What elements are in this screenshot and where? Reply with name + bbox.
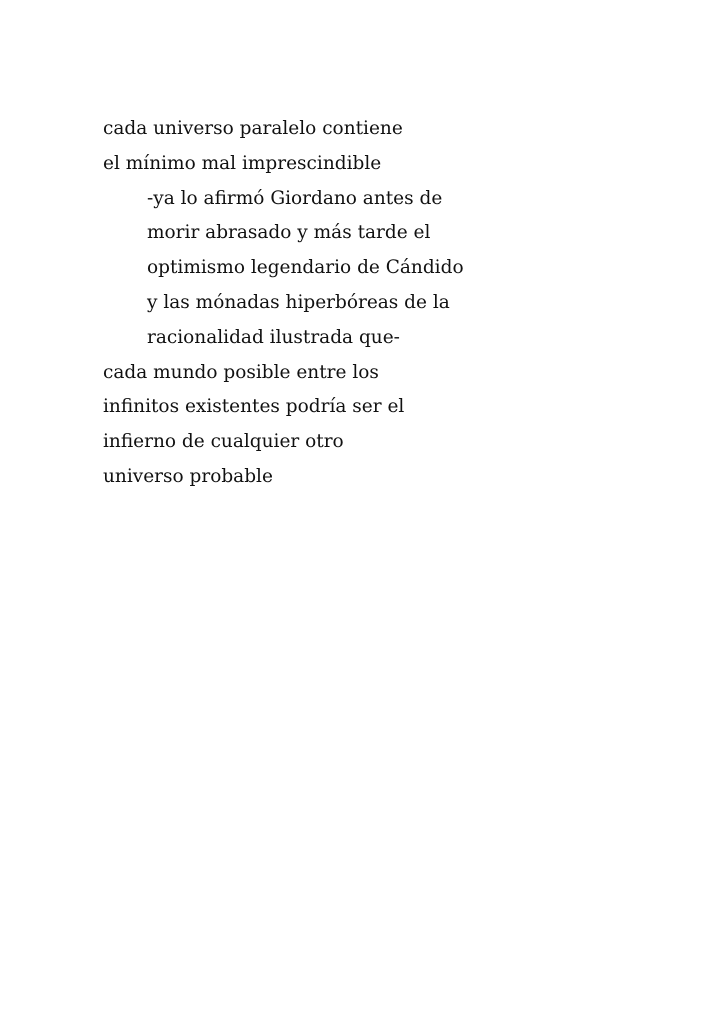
poem-line-indented: y las mónadas hiperbóreas de la <box>147 291 450 313</box>
poem-line: cada universo paralelo contiene <box>103 118 403 139</box>
poem-line-indented: -ya lo afirmó Giordano antes de <box>147 187 443 209</box>
poem-line: el mínimo mal imprescindible <box>103 152 382 174</box>
poem-body <box>103 112 663 495</box>
poem-line: infierno de cualquier otro <box>103 431 344 453</box>
poem-line-indented: racionalidad ilustrada que- <box>147 326 400 348</box>
poem-line: infinitos existentes podría ser el <box>103 396 405 418</box>
poem-line-indented: optimismo legendario de Cándido <box>147 257 464 279</box>
poem-line: universo probable <box>103 465 273 487</box>
poem-line-indented: morir abrasado y más tarde el <box>147 222 431 244</box>
poem-line: cada mundo posible entre los <box>103 361 379 383</box>
